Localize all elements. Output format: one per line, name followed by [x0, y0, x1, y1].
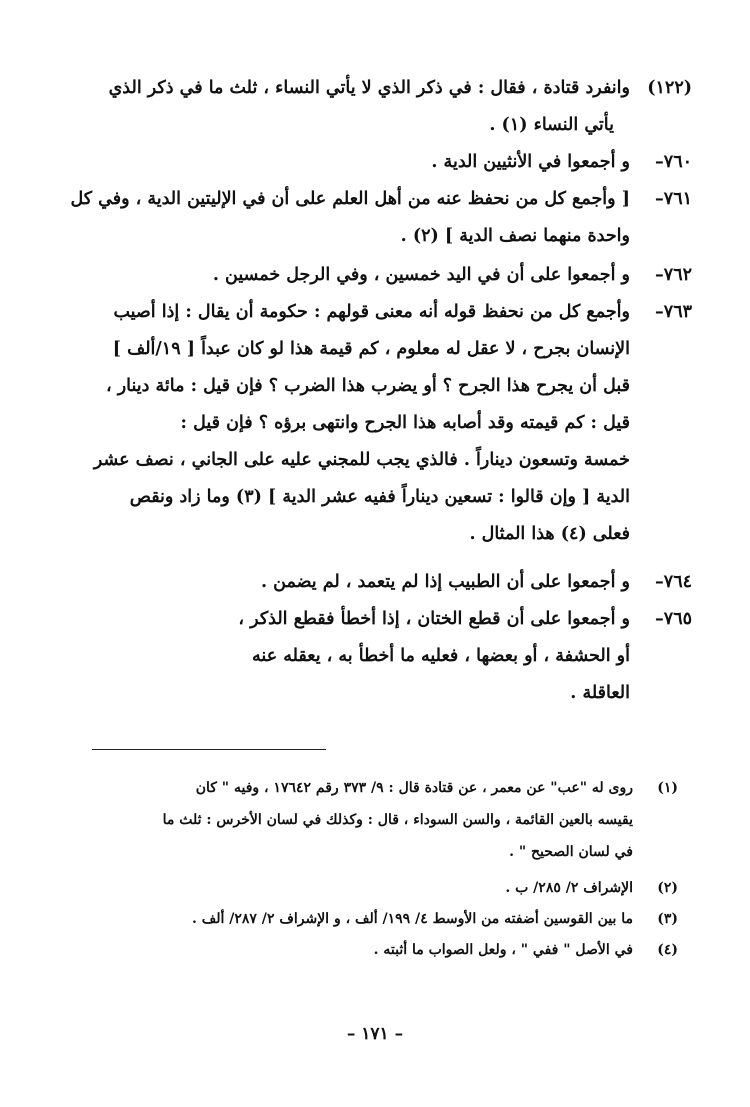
entry-text [58, 144, 630, 181]
entry-line: واحدة منهما نصف الدية ] (٢) . [400, 226, 630, 246]
entry-line: قيل : كم قيمته وقد أصابه هذا الجرح وانتهى برؤه ؟ فإن قيل : [180, 413, 630, 433]
entry-line: الإنسان بجرح ، لا عقل له معلوم ، كم قيمة هذا لو كان عبداً [ ١٩/ألف ] [112, 339, 630, 359]
entry-number: ٧٦١– [655, 189, 692, 209]
entry-text [58, 257, 630, 294]
footnote-3 [58, 903, 678, 935]
entry-760 [52, 144, 692, 181]
footnote-number: (١) [657, 780, 678, 796]
footnote-line: في لسان الصحيح " . [509, 844, 633, 860]
footnote-text [73, 903, 633, 935]
footnote-line: ما بين القوسين أضفته من الأوسط ٤/ ١٩٩/ ألف ، و الإشراف ٢/ ٢٨٧/ ألف . [191, 911, 633, 927]
footnote-separator [92, 749, 326, 750]
entry-number: ٧٦٣– [655, 302, 692, 322]
entry-line: و أجمعوا على أن قطع الختان ، إذا أخطأ فقطع الذكر ، [238, 609, 630, 629]
entry-line: خمسة وتسعون ديناراً . فالذي يجب للمجني عليه على الجاني ، نصف عشر [93, 450, 630, 470]
entry-line: و أجمعوا على أن الطبيب إذا لم يتعمد ، لم يضمن . [260, 572, 630, 592]
entry-763 [52, 294, 692, 553]
footnote-line: في الأصل " ففي " ، ولعل الصواب ما أثبته . [373, 942, 633, 958]
entry-764 [52, 564, 692, 601]
entry-line: و أجمعوا على أن في اليد خمسين ، وفي الرجل خمسين . [212, 265, 630, 285]
entry-line: يأتي النساء (١) . [489, 115, 614, 135]
entry-number: (١٢٢) [647, 78, 692, 98]
entry-number: ٧٦٤– [655, 572, 692, 592]
entry-text [58, 564, 630, 601]
footnote-text [73, 934, 633, 966]
entry-line: العاقلة . [570, 683, 630, 703]
footnote-4 [58, 934, 678, 966]
entry-number: ٧٦٥– [655, 609, 692, 629]
entry-text [58, 70, 630, 144]
footnote-1 [58, 772, 678, 868]
entry-text [58, 601, 630, 712]
entry-line: [ وأجمع كل من نحفظ عنه من أهل العلم على أن في الإليتين الدية ، وفي كل [70, 189, 630, 209]
footnote-line: الإشراف ٢/ ٢٨٥/ ب . [505, 880, 633, 896]
entry-text [58, 294, 630, 553]
entry-line: و أجمعوا في الأنثيين الدية . [431, 152, 630, 172]
entry-number: ٧٦٠– [655, 152, 692, 172]
footnote-number: (٣) [657, 911, 678, 927]
footnote-text [73, 872, 633, 904]
entry-765 [52, 601, 692, 712]
entry-122 [52, 70, 692, 144]
footnote-text [73, 772, 633, 868]
entry-line: وأجمع كل من نحفظ قوله أنه معنى قولهم : حكومة أن يقال : إذا أصيب [113, 302, 630, 322]
entry-line: وانفرد قتادة ، فقال : في ذكر الذي لا يأتي النساء ، ثلث ما في ذكر الذي [108, 78, 630, 98]
page-number: – ١٧١ – [346, 1024, 404, 1044]
footnote-line: يقيسه بالعين القائمة ، والسن السوداء ، قال : وكذلك في لسان الأخرس : ثلث ما [162, 812, 633, 828]
footnote-number: (٢) [657, 880, 678, 896]
footnote-line: روى له "عب" عن معمر ، عن قتادة قال : ٩/ ٣٧٣ رقم ١٧٦٤٢ ، وفيه " كان [195, 780, 633, 796]
footnote-number: (٤) [657, 942, 678, 958]
entry-762 [52, 257, 692, 294]
entry-number: ٧٦٢– [655, 265, 692, 285]
footnote-2 [58, 872, 678, 904]
entry-line: فعلى (٤) هذا المثال . [469, 524, 630, 544]
entry-line: قبل أن يجرح هذا الجرح ؟ أو يضرب هذا الضرب ؟ فإن قيل : مائة دينار ، [105, 376, 630, 396]
entry-761 [52, 181, 692, 255]
entry-text [58, 181, 630, 255]
entry-line: أو الحشفة ، أو بعضها ، فعليه ما أخطأ به ، يعقله عنه [252, 646, 630, 666]
entry-line: الدية [ وإن قالوا : تسعين ديناراً ففيه عشر الدية ] (٣) وما زاد ونقص [129, 487, 630, 507]
